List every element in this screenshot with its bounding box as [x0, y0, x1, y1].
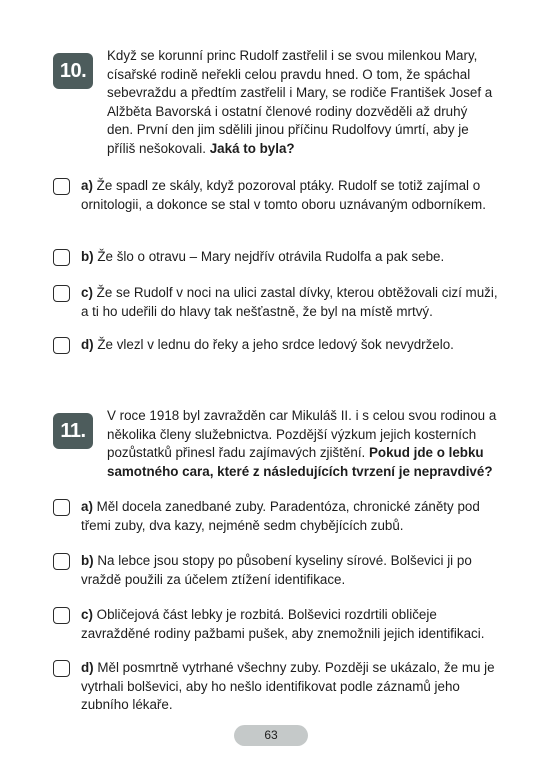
option-text: Že spadl ze skály, když pozoroval ptáky. Rudolf se totiž zajímal o ornitologii, a dokonce se stal v tomto oboru uznávaným odborníkem.: [81, 178, 486, 212]
option-text: Že vlezl v lednu do řeky a jeho srdce ledový šok nevydrželo.: [97, 337, 454, 352]
question-number-badge: 10.: [53, 53, 93, 89]
question-prompt: Jaká to byla?: [209, 140, 295, 156]
option-letter: d): [81, 337, 94, 352]
option-letter: c): [81, 285, 93, 300]
question-text: [107, 407, 497, 481]
option-text: Obličejová část lebky je rozbitá. Bolševici rozdrtili obličeje zavražděné rodiny pažbami pušek, aby znemožnili jejich identifikaci.: [81, 607, 485, 641]
answer-checkbox[interactable]: [53, 178, 70, 195]
answer-text: [81, 336, 501, 355]
answer-checkbox[interactable]: [53, 499, 70, 516]
answer-text: [81, 659, 501, 715]
question-prompt: Pokud jde o lebku samotného cara, které z následujících tvrzení je nepravdivé?: [107, 445, 493, 479]
option-letter: b): [81, 249, 94, 264]
answer-checkbox[interactable]: [53, 337, 70, 354]
answer-text: [81, 606, 501, 643]
answer-checkbox[interactable]: [53, 285, 70, 302]
question-number-badge: 11.: [53, 413, 93, 449]
answer-text: [81, 248, 501, 267]
option-text: Měl docela zanedbané zuby. Paradentóza, chronické záněty pod třemi zuby, dva kazy, nejméně sedm chybějících zubů.: [81, 499, 480, 533]
answer-text: [81, 498, 501, 535]
answer-text: [81, 552, 501, 589]
option-letter: a): [81, 499, 93, 514]
option-letter: a): [81, 178, 93, 193]
option-text: Že se Rudolf v noci na ulici zastal dívky, kterou obtěžovali cizí muži, a ti ho udeřili do hlavy tak nešťastně, že byl na místě mrtvý.: [81, 285, 498, 319]
answer-checkbox[interactable]: [53, 607, 70, 624]
question-intro: V roce 1918 byl zavražděn car Mikuláš II. i s celou svou rodinou a několika členy služebnictva. Pozdější výzkum jejich kosterních pozůstatků přinesl řadu zajímavých zjištění.: [107, 408, 497, 461]
question-text: [107, 47, 497, 159]
answer-text: [81, 177, 501, 214]
option-text: Měl posmrtně vytrhané všechny zuby. Později se ukázalo, že mu je vytrhali bolševici, aby ho nešlo identifikovat podle záznamů jeho zubního lékaře.: [81, 660, 495, 713]
option-text: Na lebce jsou stopy po působení kyseliny sírové. Bolševici ji po vraždě použili za účelem ztížení identifikace.: [81, 553, 472, 587]
answer-checkbox[interactable]: [53, 553, 70, 570]
answer-checkbox[interactable]: [53, 249, 70, 266]
option-letter: c): [81, 607, 93, 622]
option-letter: b): [81, 553, 94, 568]
answer-checkbox[interactable]: [53, 660, 70, 677]
page-number: 63: [234, 725, 308, 746]
option-text: Že šlo o otravu – Mary nejdřív otrávila Rudolfa a pak sebe.: [97, 249, 445, 264]
option-letter: d): [81, 660, 94, 675]
question-intro: Když se korunní princ Rudolf zastřelil i se svou milenkou Mary, císařské rodině neřekli celou pravdu hned. O tom, že spáchal sebevraždu a předtím zastřelil i Mary, se rodiče František Josef a Alžběta Bavorská i ostatní členové rodiny dozvěděli až druhý den. První den jim sdělili jinou příčinu Rudolfovy úmrtí, aby je příliš nešokovali.: [107, 48, 493, 156]
answer-text: [81, 284, 501, 321]
